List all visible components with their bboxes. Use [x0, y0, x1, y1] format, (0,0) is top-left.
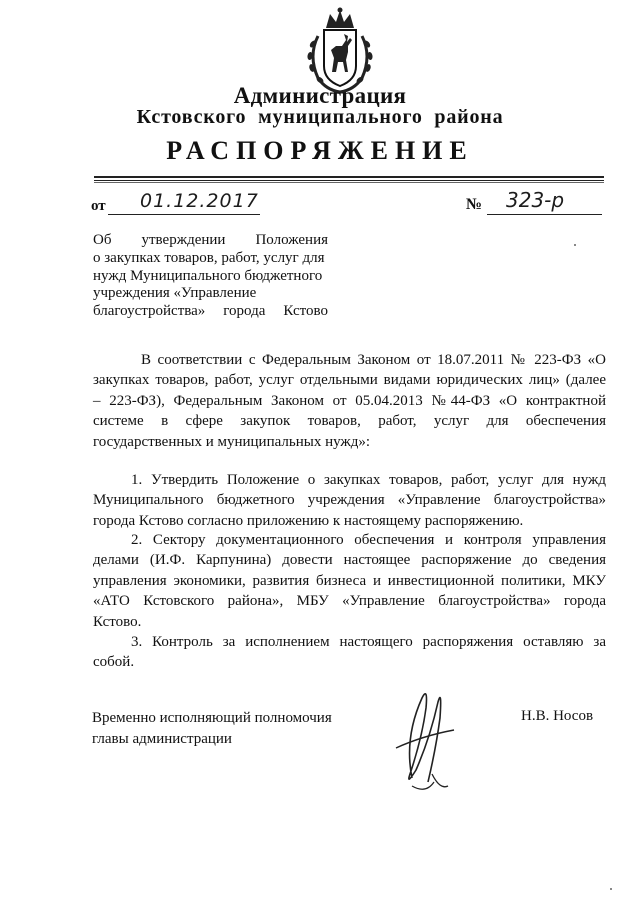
text-line: государственных и муниципальных нужд»: [93, 433, 371, 450]
text-line: «АТО Кстовского района», МБУ «Управление благоустройства» города [93, 593, 606, 610]
handwritten-signature-icon [382, 678, 462, 798]
text-line: системе в сфере закупок товаров, работ, услуг для обеспечения [93, 413, 606, 430]
text-line: 3. Контроль за исполнением настоящего распоряжения оставляю за [131, 634, 606, 650]
date-value: 01.12.2017 [140, 190, 259, 212]
subject-line: благоустройства» города Кстово [93, 303, 328, 320]
item-2-paragraph [93, 530, 606, 632]
signatory-name: Н.В. Носов [521, 708, 594, 724]
signatory-position-line: Временно исполняющий полномочия [92, 710, 332, 726]
text-line: Муниципального бюджетного учреждения «Управление благоустройства» [93, 492, 606, 509]
document-type-heading: РАСПОРЯЖЕНИЕ [166, 136, 474, 165]
preamble-paragraph [93, 350, 606, 452]
date-label: от [91, 198, 106, 214]
scan-speck [574, 244, 576, 246]
text-line: управления экономики, развития бизнеса и инвестиционной политики, МКУ [93, 572, 606, 589]
date-underline [108, 214, 260, 215]
number-value: 323-р [506, 188, 565, 212]
text-line: 2. Сектору документационного обеспечения и контроля управления [131, 532, 606, 548]
header-divider-thin-2 [94, 182, 604, 183]
number-underline [487, 214, 602, 215]
text-line: – 223-ФЗ), Федеральным Законом от 05.04.2013 №44-ФЗ «О контрактной [93, 392, 606, 409]
item-3-paragraph [93, 632, 606, 673]
subject-block [93, 232, 328, 321]
signatory-position [92, 708, 332, 750]
text-line: 1. Утвердить Положение о закупках товаров, работ, услуг для нужд [131, 472, 606, 488]
item-1-paragraph [93, 470, 606, 531]
header-divider-thin [94, 180, 604, 181]
text-line: города Кстово согласно приложению к настоящему распоряжению. [93, 512, 524, 529]
subject-line: нужд Муниципального бюджетного [93, 267, 323, 284]
signatory-position-line: главы администрации [92, 731, 232, 747]
subject-line: Об утверждении Положения [93, 232, 328, 248]
org-title: Администрация [233, 83, 407, 108]
text-line: делами (И.Ф. Карпунина) довести настоящее распоряжение до сведения [93, 552, 606, 569]
org-subtitle: Кстовского муниципального района [136, 106, 504, 128]
text-line: Кстово. [93, 613, 142, 630]
scan-speck [610, 888, 612, 890]
subject-line: о закупках товаров, работ, услуг для [93, 249, 325, 266]
header-divider [94, 176, 604, 178]
text-line: собой. [93, 654, 135, 671]
number-label: № [466, 196, 483, 213]
subject-line: учреждения «Управление [93, 285, 257, 302]
text-line: В соответствии с Федеральным Законом от 18.07.2011 № 223-ФЗ «О [141, 352, 606, 368]
text-line: закупках товаров, работ, услуг отдельными видами юридических лиц» (далее [93, 372, 606, 389]
